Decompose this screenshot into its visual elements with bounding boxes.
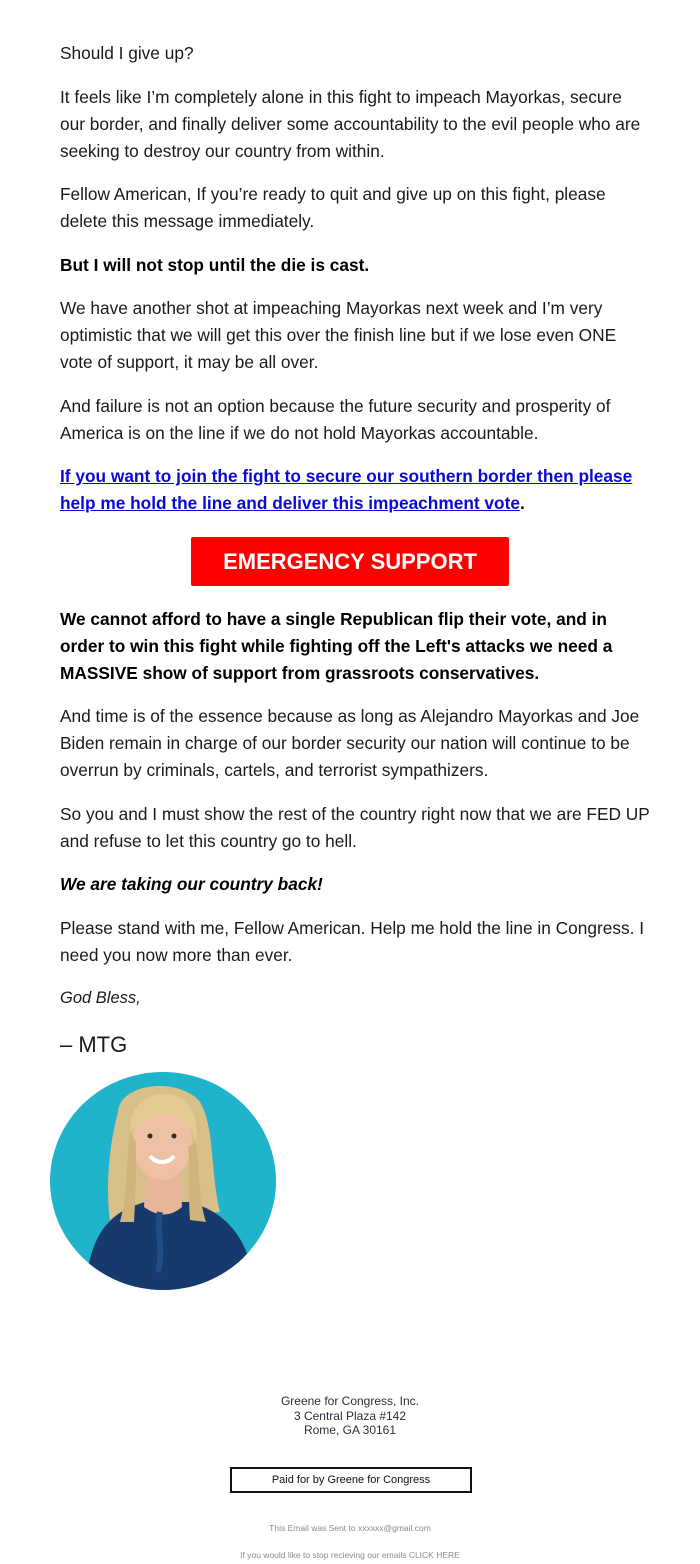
join-fight-link[interactable]: If you want to join the fight to secure our southern border then please help me hold the line and deliver this impeachment vote — [60, 466, 633, 513]
footer-org: Greene for Congress, Inc. — [280, 1394, 420, 1408]
emergency-support-button[interactable]: EMERGENCY SUPPORT — [191, 537, 509, 586]
paragraph-time-essence: And time is of the essence because as long as Alejandro Mayorkas and Joe Biden remain in charge of our border security our nation will continue to be overrun by criminals, cartels, and terrorist sympathizers. — [60, 706, 640, 780]
footer-city: Rome, GA 30161 — [303, 1423, 397, 1437]
paragraph-alone: It feels like I’m completely alone in this fight to impeach Mayorkas, secure our border, and finally deliver some accountability to the evil people who are seeking to destroy our country from within. — [60, 87, 641, 161]
opening-question: Should I give up? — [60, 43, 194, 63]
paragraph-taking-back: We are taking our country back! — [60, 874, 323, 894]
avatar — [50, 1072, 276, 1290]
footer-street: 3 Central Plaza #142 — [293, 1408, 407, 1423]
paragraph-quit: Fellow American, If you’re ready to quit and give up on this fight, please delete this message immediately. — [60, 184, 606, 231]
paragraph-single-republican: We cannot afford to have a single Republican flip their vote, and in order to win this fight while fighting off the Left's attacks we need a MASSIVE show of support from grassroots conservatives. — [60, 609, 613, 683]
closing: God Bless, — [60, 989, 141, 1007]
avatar-photo — [50, 1072, 276, 1290]
sent-to-notice: This Email was Sent to xxxxxx@gmail.com — [269, 1523, 431, 1533]
footer-address — [0, 1394, 700, 1438]
paragraph-another-shot: We have another shot at impeaching Mayorkas next week and I’m very optimistic that we will get this over the finish line but if we lose even ONE vote of support, it may be all over. — [60, 298, 617, 372]
link-period: . — [519, 493, 525, 513]
paragraph-link — [60, 463, 650, 517]
paragraph-failure: And failure is not an option because the future security and prosperity of America is on the line if we do not hold Mayorkas accountable. — [60, 396, 611, 443]
paragraph-stand-with-me: Please stand with me, Fellow American. Help me hold the line in Congress. I need you now more than ever. — [60, 918, 645, 965]
paid-for-box: Paid for by Greene for Congress — [230, 1467, 472, 1493]
signature: – MTG — [60, 1032, 128, 1057]
paragraph-fed-up: So you and I must show the rest of the country right now that we are FED UP and refuse to let this country go to hell. — [60, 804, 650, 851]
paragraph-die-cast: But I will not stop until the die is cast. — [60, 255, 370, 275]
cta-container — [0, 537, 700, 586]
unsubscribe-link[interactable]: If you would like to stop recieving our emails CLICK HERE — [240, 1550, 460, 1560]
